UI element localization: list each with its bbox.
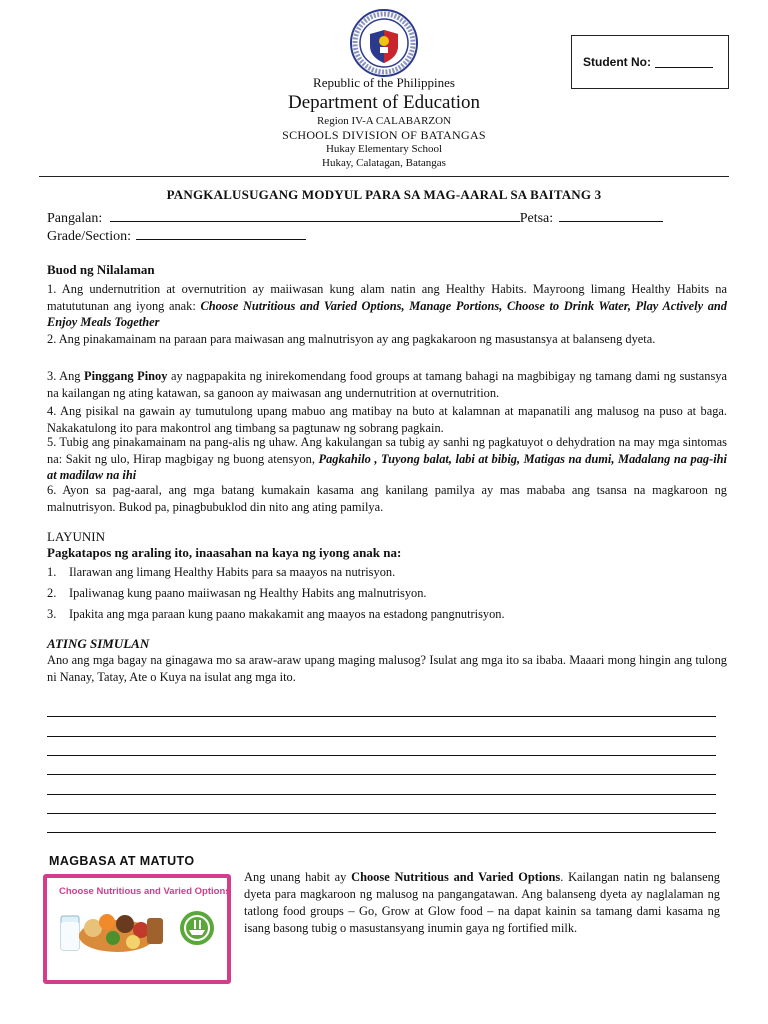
student-number-label: Student No: (583, 55, 651, 69)
nutrition-card-title: Choose Nutritious and Varied Options (59, 886, 231, 897)
summary-item-3 (47, 368, 727, 401)
summary-item-3-lead: 3. Ang (47, 369, 85, 383)
objectives-subheading: Pagkatapos ng araling ito, inaasahan na kaya ng iyong anak na: (47, 545, 402, 560)
date-blank[interactable] (559, 209, 663, 222)
objective-num: 2. (47, 586, 57, 600)
summary-item-4: 4. Ang pisikal na gawain ay tumutulong upang mabuo ang matibay na buto at kalamnan at mapanatili ang malusog na puso at baga. Nakakatulong ito para makontrol ang timbang sa pagtunaw ng sobrang pagkain. (47, 404, 727, 435)
read-learn-text (244, 869, 720, 937)
answer-line[interactable] (47, 794, 716, 795)
summary-item-3-text: ay nagpapakita ng inirekomendang food groups at tamang bahagi na magbibigay ng tamang dami ng sustansya na kailangan ng ating katawan, sa ganoon ay maiwasan ang undernutrition at overnutrition. (47, 369, 727, 400)
objective-text: Ipaliwanag kung paano maiiwasan ng Healthy Habits ang malnutrisyon. (69, 586, 427, 600)
summary-item-5-symptoms: Pagkahilo , Tuyong balat, labi at bibig, Matigas na dumi, Madalang na pag-ihi at madilaw na ihi (47, 451, 727, 482)
header-school: Hukay Elementary School (325, 143, 443, 155)
objective-num: 1. (47, 565, 57, 579)
answer-line[interactable] (47, 832, 716, 833)
objective-item (47, 586, 427, 601)
objective-text: Ipakita ang mga paraan kung paano makakamit ang maayos na estadong pangnutrisyon. (69, 607, 505, 621)
header-region: Region IV-A CALABARZON (316, 115, 452, 127)
module-title: PANGKALUSUGANG MODYUL PARA SA MAG-AARAL SA BAITANG 3 (166, 187, 602, 202)
summary-item-5-text: 5. Tubig ang pinakamainam na pang-alis ng uhaw. Ang kakulangan sa tubig ay sanhi ng pagkatuyot o dehydration na may mga sintomas na: Sakit ng ulo, Hirap magbigay ng buong atensyon, (47, 435, 727, 466)
answer-line[interactable] (47, 755, 716, 756)
grade-row (47, 227, 306, 245)
date-label: Petsa: (519, 211, 554, 226)
read-learn-heading: MAGBASA AT MATUTO (49, 854, 195, 868)
answer-line[interactable] (47, 813, 716, 814)
objective-item (47, 607, 505, 622)
summary-heading: Buod ng Nilalaman (47, 262, 155, 277)
plate-icon (180, 911, 214, 945)
summary-item-1-text: 1. Ang undernutrition at overnutrition ay maiiwasan kung alam natin ang Healthy Habits. Mayroong limang Healthy Habits na matututunan ang iyong anak: (47, 282, 727, 313)
food-assortment-icon (79, 914, 163, 952)
summary-item-1-habits: Choose Nutritious and Varied Options, Manage Portions, Choose to Drink Water, Play Actively and Enjoy Meals Together (47, 298, 727, 329)
student-number-blank[interactable] (655, 56, 713, 68)
objective-item (47, 565, 395, 580)
milk-glass-icon (61, 916, 79, 950)
name-label: Pangalan: (47, 211, 103, 226)
header-department: Department of Education (287, 92, 481, 113)
summary-item-1 (47, 281, 727, 331)
nutrition-card-image (43, 874, 231, 984)
header-address: Hukay, Calatagan, Batangas (322, 157, 446, 169)
summary-item-5 (47, 434, 727, 484)
summary-item-6: 6. Ayon sa pag-aaral, ang mga batang kumakain kasama ang kanilang pamilya ay mas mababa ang tsansa na magkaroon ng malnutrisyon. Bukod pa, pinagbubuklod din nito ang ating pamilya. (47, 483, 727, 514)
objective-text: Ilarawan ang limang Healthy Habits para sa maayos na nutrisyon. (69, 565, 396, 579)
answer-line[interactable] (47, 716, 716, 717)
summary-item-2: 2. Ang pinakamainam na paraan para maiwasan ang malnutrisyon ay ang pagkakaroon ng masustansya at balanseng dyeta. (47, 332, 656, 346)
name-date-row (47, 209, 663, 227)
read-learn-lead: Ang unang habit ay (244, 870, 352, 884)
deped-seal-icon (349, 8, 419, 78)
read-learn-habit: Choose Nutritious and Varied Options (351, 870, 561, 884)
header-divider (39, 176, 729, 177)
objectives-heading: LAYUNIN (47, 529, 106, 544)
start-instructions: Ano ang mga bagay na ginagawa mo sa araw-araw upang maging malusog? Isulat ang mga ito sa ibaba. Maaari mong hingin ang tulong ni Nanay, Tatay, Ate o Kuya na isulat ang mga ito. (47, 653, 727, 684)
header-division: SCHOOLS DIVISION OF BATANGAS (282, 128, 486, 142)
answer-line[interactable] (47, 774, 716, 775)
grade-label: Grade/Section: (47, 229, 131, 244)
grade-blank[interactable] (136, 227, 306, 240)
start-heading: ATING SIMULAN (47, 636, 150, 651)
name-blank[interactable] (110, 209, 520, 222)
read-learn-body: . Kailangan natin ng balanseng dyeta para magkaroon ng malusog na pangangatawan. Ang balanseng dyeta ay naglalaman ng tatlong food groups – Go, Grow at Glow food – na dapat kainin sa tamang dami kasama ng isang basong tubig o masustansyang inumin gaya ng fortified milk. (244, 870, 720, 935)
header-republic: Republic of the Philippines (313, 75, 455, 90)
summary-item-3-pinggang: Pinggang Pinoy (84, 369, 168, 383)
objective-num: 3. (47, 607, 57, 621)
answer-line[interactable] (47, 736, 716, 737)
